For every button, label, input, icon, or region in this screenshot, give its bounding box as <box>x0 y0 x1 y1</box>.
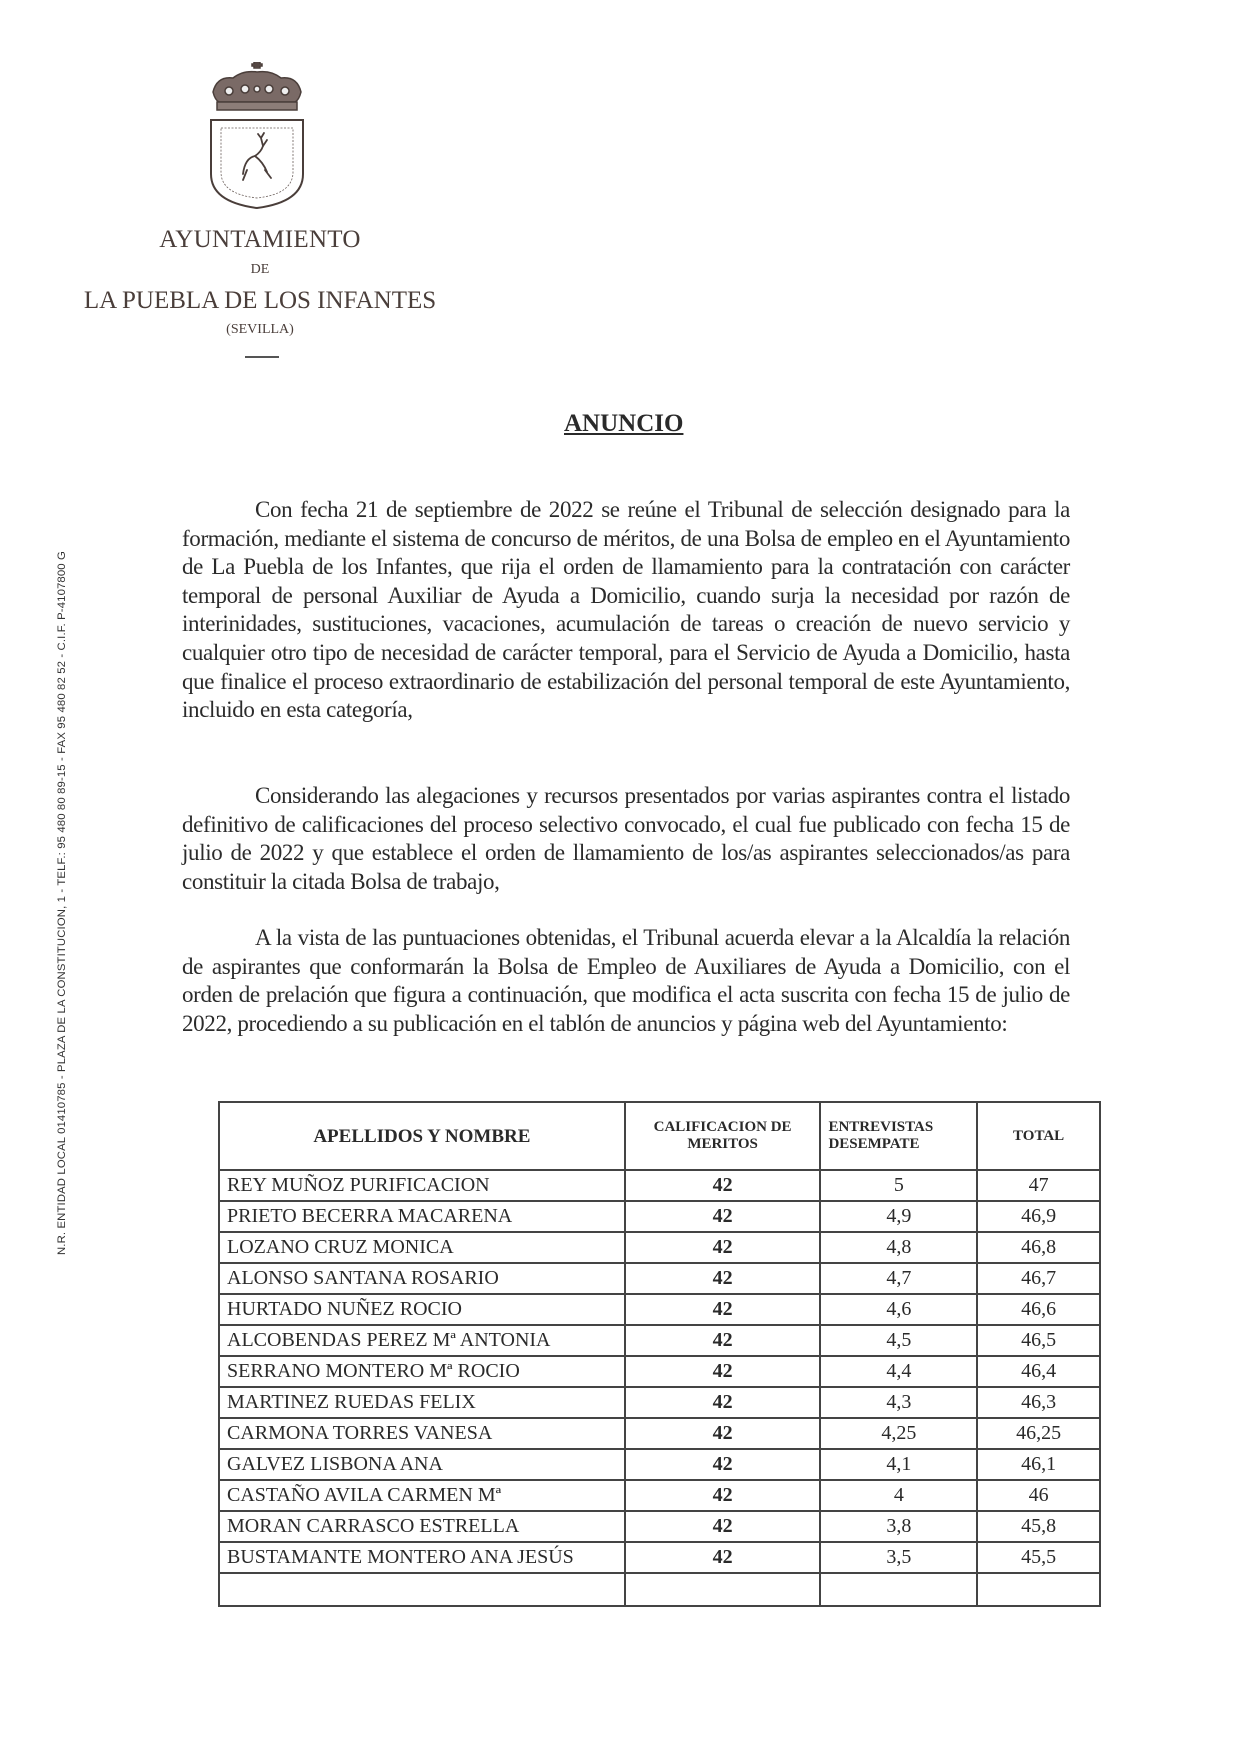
cell-name <box>219 1573 625 1606</box>
cell-name: CARMONA TORRES VANESA <box>219 1418 625 1449</box>
cell-name: HURTADO NUÑEZ ROCIO <box>219 1294 625 1325</box>
table-row <box>219 1511 1100 1542</box>
cell-name: PRIETO BECERRA MACARENA <box>219 1201 625 1232</box>
cell-total: 46,8 <box>977 1232 1100 1263</box>
cell-merits: 42 <box>625 1356 821 1387</box>
table-row <box>219 1356 1100 1387</box>
document-title: ANUNCIO <box>564 410 684 437</box>
candidates-table <box>218 1101 1101 1607</box>
table-row <box>219 1201 1100 1232</box>
org-name-de: DE <box>250 262 270 277</box>
table-row <box>219 1170 1100 1201</box>
header-total <box>977 1102 1100 1170</box>
cell-interview: 3,8 <box>820 1511 977 1542</box>
cell-total: 46,4 <box>977 1356 1100 1387</box>
cell-interview: 4,8 <box>820 1232 977 1263</box>
cell-interview: 4 <box>820 1480 977 1511</box>
cell-merits: 42 <box>625 1511 821 1542</box>
header-total-label: TOTAL <box>1013 1127 1065 1144</box>
header-merits <box>625 1102 821 1170</box>
cell-interview: 4,25 <box>820 1418 977 1449</box>
cell-interview: 4,7 <box>820 1263 977 1294</box>
cell-total: 46,1 <box>977 1449 1100 1480</box>
table-row <box>219 1232 1100 1263</box>
table-row <box>219 1480 1100 1511</box>
cell-interview: 4,9 <box>820 1201 977 1232</box>
cell-total: 46,5 <box>977 1325 1100 1356</box>
cell-name: ALONSO SANTANA ROSARIO <box>219 1263 625 1294</box>
cell-merits: 42 <box>625 1325 821 1356</box>
cell-total: 46 <box>977 1480 1100 1511</box>
cell-total: 46,9 <box>977 1201 1100 1232</box>
cell-name: CASTAÑO AVILA CARMEN Mª <box>219 1480 625 1511</box>
org-name-province: (SEVILLA) <box>226 322 294 337</box>
cell-total <box>977 1573 1100 1606</box>
header-name-label: APELLIDOS Y NOMBRE <box>313 1125 531 1147</box>
cell-interview: 3,5 <box>820 1542 977 1573</box>
coat-of-arms-icon <box>203 62 311 212</box>
cell-name: SERRANO MONTERO Mª ROCIO <box>219 1356 625 1387</box>
table-row <box>219 1449 1100 1480</box>
cell-interview: 4,6 <box>820 1294 977 1325</box>
cell-interview: 4,5 <box>820 1325 977 1356</box>
table-header-row <box>219 1102 1100 1170</box>
cell-interview: 4,3 <box>820 1387 977 1418</box>
cell-merits: 42 <box>625 1263 821 1294</box>
cell-merits: 42 <box>625 1294 821 1325</box>
cell-merits: 42 <box>625 1480 821 1511</box>
header-interview-line1: ENTREVISTAS <box>828 1119 934 1135</box>
table-row <box>219 1294 1100 1325</box>
cell-interview: 4,1 <box>820 1449 977 1480</box>
table-row <box>219 1325 1100 1356</box>
cell-merits: 42 <box>625 1387 821 1418</box>
header-merits-line1: CALIFICACION DE <box>653 1119 792 1135</box>
cell-total: 46,7 <box>977 1263 1100 1294</box>
cell-name: REY MUÑOZ PURIFICACION <box>219 1170 625 1201</box>
cell-name: MORAN CARRASCO ESTRELLA <box>219 1511 625 1542</box>
cell-name: BUSTAMANTE MONTERO ANA JESÚS <box>219 1542 625 1573</box>
cell-name: MARTINEZ RUEDAS FELIX <box>219 1387 625 1418</box>
org-name-ayuntamiento: AYUNTAMIENTO <box>159 226 361 253</box>
cell-merits: 42 <box>625 1449 821 1480</box>
cell-merits: 42 <box>625 1170 821 1201</box>
cell-merits: 42 <box>625 1201 821 1232</box>
cell-total: 46,3 <box>977 1387 1100 1418</box>
header-interview <box>820 1102 977 1170</box>
side-margin-contact-info: N.R. ENTIDAD LOCAL 01410785 - PLAZA DE LA CONSTITUCION, 1 - TELF.: 95 480 80 89-15 - FAX 95 480 82 52 - C.I.F. P-4107800 G <box>56 551 68 1255</box>
cell-interview: 5 <box>820 1170 977 1201</box>
cell-merits: 42 <box>625 1232 821 1263</box>
cell-interview: 4,4 <box>820 1356 977 1387</box>
table-row <box>219 1263 1100 1294</box>
paragraph-1: Con fecha 21 de septiembre de 2022 se reúne el Tribunal de selección designado para la formación, mediante el sistema de concurso de méritos, de una Bolsa de empleo en el Ayuntamiento de La Puebla de los Infantes, que rija el orden de llamamiento para la contratación con carácter temporal de personal Auxiliar de Ayuda a Domicilio, cuando surja la necesidad por razón de interinidades, sustituciones, vacaciones, acumulación de tareas o creación de nuevo servicio y cualquier otro tipo de necesidad de carácter temporal, para el Servicio de Ayuda a Domicilio, hasta que finalice el proceso extraordinario de estabilización del personal temporal de este Ayuntamiento, incluido en esta categoría, <box>182 497 1070 723</box>
cell-total: 45,8 <box>977 1511 1100 1542</box>
cell-total: 45,5 <box>977 1542 1100 1573</box>
cell-merits <box>625 1573 821 1606</box>
cell-name: ALCOBENDAS PEREZ Mª ANTONIA <box>219 1325 625 1356</box>
cell-name: LOZANO CRUZ MONICA <box>219 1232 625 1263</box>
table-row-empty <box>219 1573 1100 1606</box>
table-row <box>219 1542 1100 1573</box>
cell-total: 47 <box>977 1170 1100 1201</box>
cell-total: 46,25 <box>977 1418 1100 1449</box>
paragraph-2: Considerando las alegaciones y recursos presentados por varias aspirantes contra el listado definitivo de calificaciones del proceso selectivo convocado, el cual fue publicado con fecha 15 de julio de 2022 y que establece el orden de llamamiento de los/as aspirantes seleccionados/as para constituir la citada Bolsa de trabajo, <box>182 783 1070 894</box>
org-name-town: LA PUEBLA DE LOS INFANTES <box>83 287 437 314</box>
paragraph-3: A la vista de las puntuaciones obtenidas, el Tribunal acuerda elevar a la Alcaldía la relación de aspirantes que conformarán la Bolsa de Empleo de Auxiliares de Ayuda a Domicilio, con el orden de prelación que figura a continuación, que modifica el acta suscrita con fecha 15 de julio de 2022, procediendo a su publicación en el tablón de anuncios y página web del Ayuntamiento: <box>182 925 1070 1036</box>
header-divider <box>245 356 279 358</box>
header-name <box>219 1102 625 1170</box>
header-merits-line2: MERITOS <box>687 1136 758 1152</box>
table-row <box>219 1387 1100 1418</box>
cell-merits: 42 <box>625 1418 821 1449</box>
cell-name: GALVEZ LISBONA ANA <box>219 1449 625 1480</box>
cell-total: 46,6 <box>977 1294 1100 1325</box>
header-interview-line2: DESEMPATE <box>828 1136 920 1152</box>
cell-merits: 42 <box>625 1542 821 1573</box>
table-row <box>219 1418 1100 1449</box>
cell-interview <box>820 1573 977 1606</box>
